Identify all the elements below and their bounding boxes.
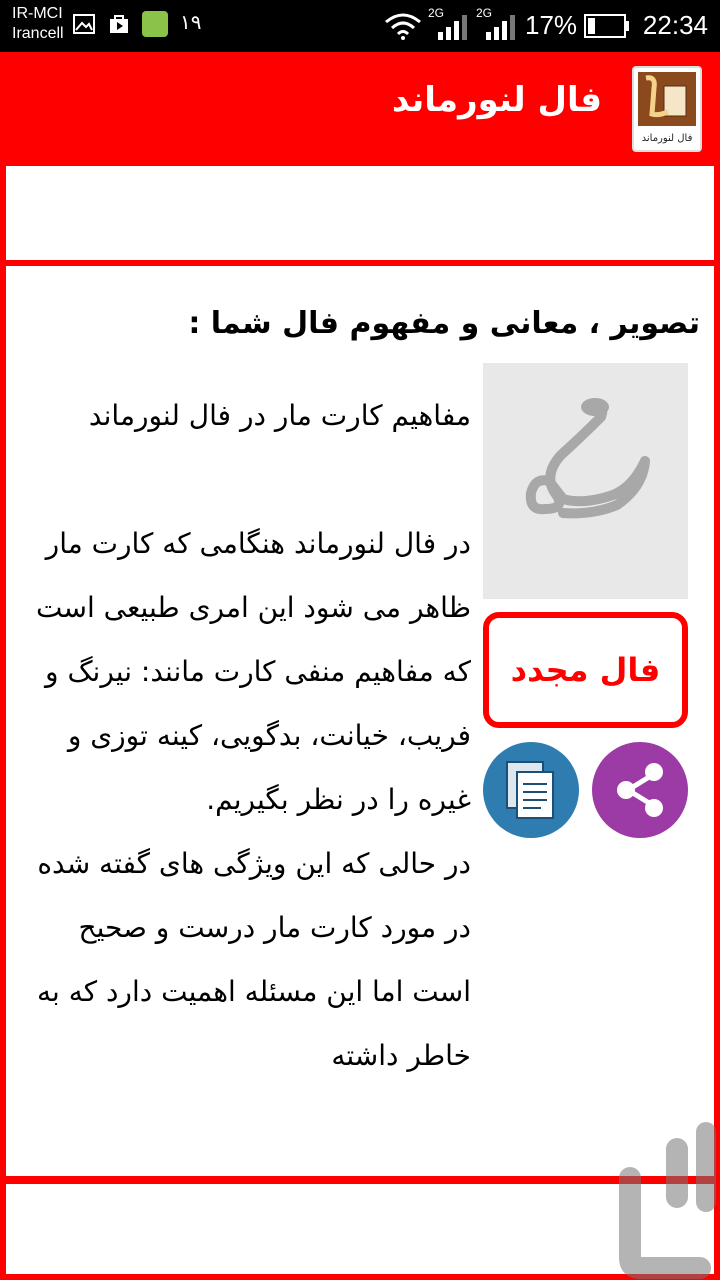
- app-title: فال لنورماند: [391, 80, 602, 120]
- card-image: [483, 363, 688, 599]
- bazaar-logo-icon: [610, 1118, 720, 1280]
- clock: 22:34: [642, 10, 708, 40]
- wifi-icon: [384, 12, 422, 40]
- store-notification-icon: [107, 12, 131, 36]
- app-logo-caption: فال لنورماند: [641, 133, 693, 144]
- notification-count: ۱۹: [180, 10, 202, 34]
- copy-icon: [483, 742, 579, 838]
- app-notification-icon: [142, 11, 168, 37]
- retry-fortune-button[interactable]: فال مجدد: [483, 612, 688, 728]
- paragraph: در فال لنورماند هنگامی که کارت مار ظاهر می شود این امری طبیعی است که مفاهیم منفی کارت مانند: نیرنگ و فریب، خیانت، بدگویی، کینه توزی و غیره را در نظر بگیریم.: [36, 527, 471, 816]
- image-notification-icon: [72, 12, 96, 36]
- app-logo: [632, 66, 702, 152]
- paragraph: مفاهیم کارت مار در فال لنورماند: [88, 399, 471, 432]
- paragraph: در حالی که این ویژگی های گفته شده در مورد کارت مار درست و صحیح است اما این مسئله اهمیت دارد که به خاطر داشته: [37, 847, 471, 1072]
- ad-banner-bottom[interactable]: [6, 1184, 714, 1274]
- ad-banner-top[interactable]: [6, 166, 714, 260]
- fortune-content: [6, 266, 714, 1176]
- signal-icon: [436, 14, 468, 40]
- copy-button[interactable]: [483, 742, 579, 838]
- paragraph: [16, 448, 471, 512]
- fortune-text: [16, 384, 471, 1088]
- carrier-line-2: Irancell: [12, 25, 64, 42]
- share-button[interactable]: [592, 742, 688, 838]
- carrier-line-1: IR-MCI: [12, 5, 63, 22]
- battery-percent: 17%: [525, 10, 578, 40]
- network-type-1: 2G: [428, 6, 445, 20]
- signal-icon-2: [484, 14, 516, 40]
- network-type-2: 2G: [476, 6, 493, 20]
- share-icon: [592, 742, 688, 838]
- carrier-info: [12, 4, 64, 44]
- snake-icon: [483, 363, 688, 599]
- app-bar: [0, 52, 720, 164]
- status-bar: [0, 0, 720, 52]
- battery-icon: [584, 14, 630, 38]
- result-heading: تصویر ، معانی و مفهوم فال شما :: [188, 306, 700, 341]
